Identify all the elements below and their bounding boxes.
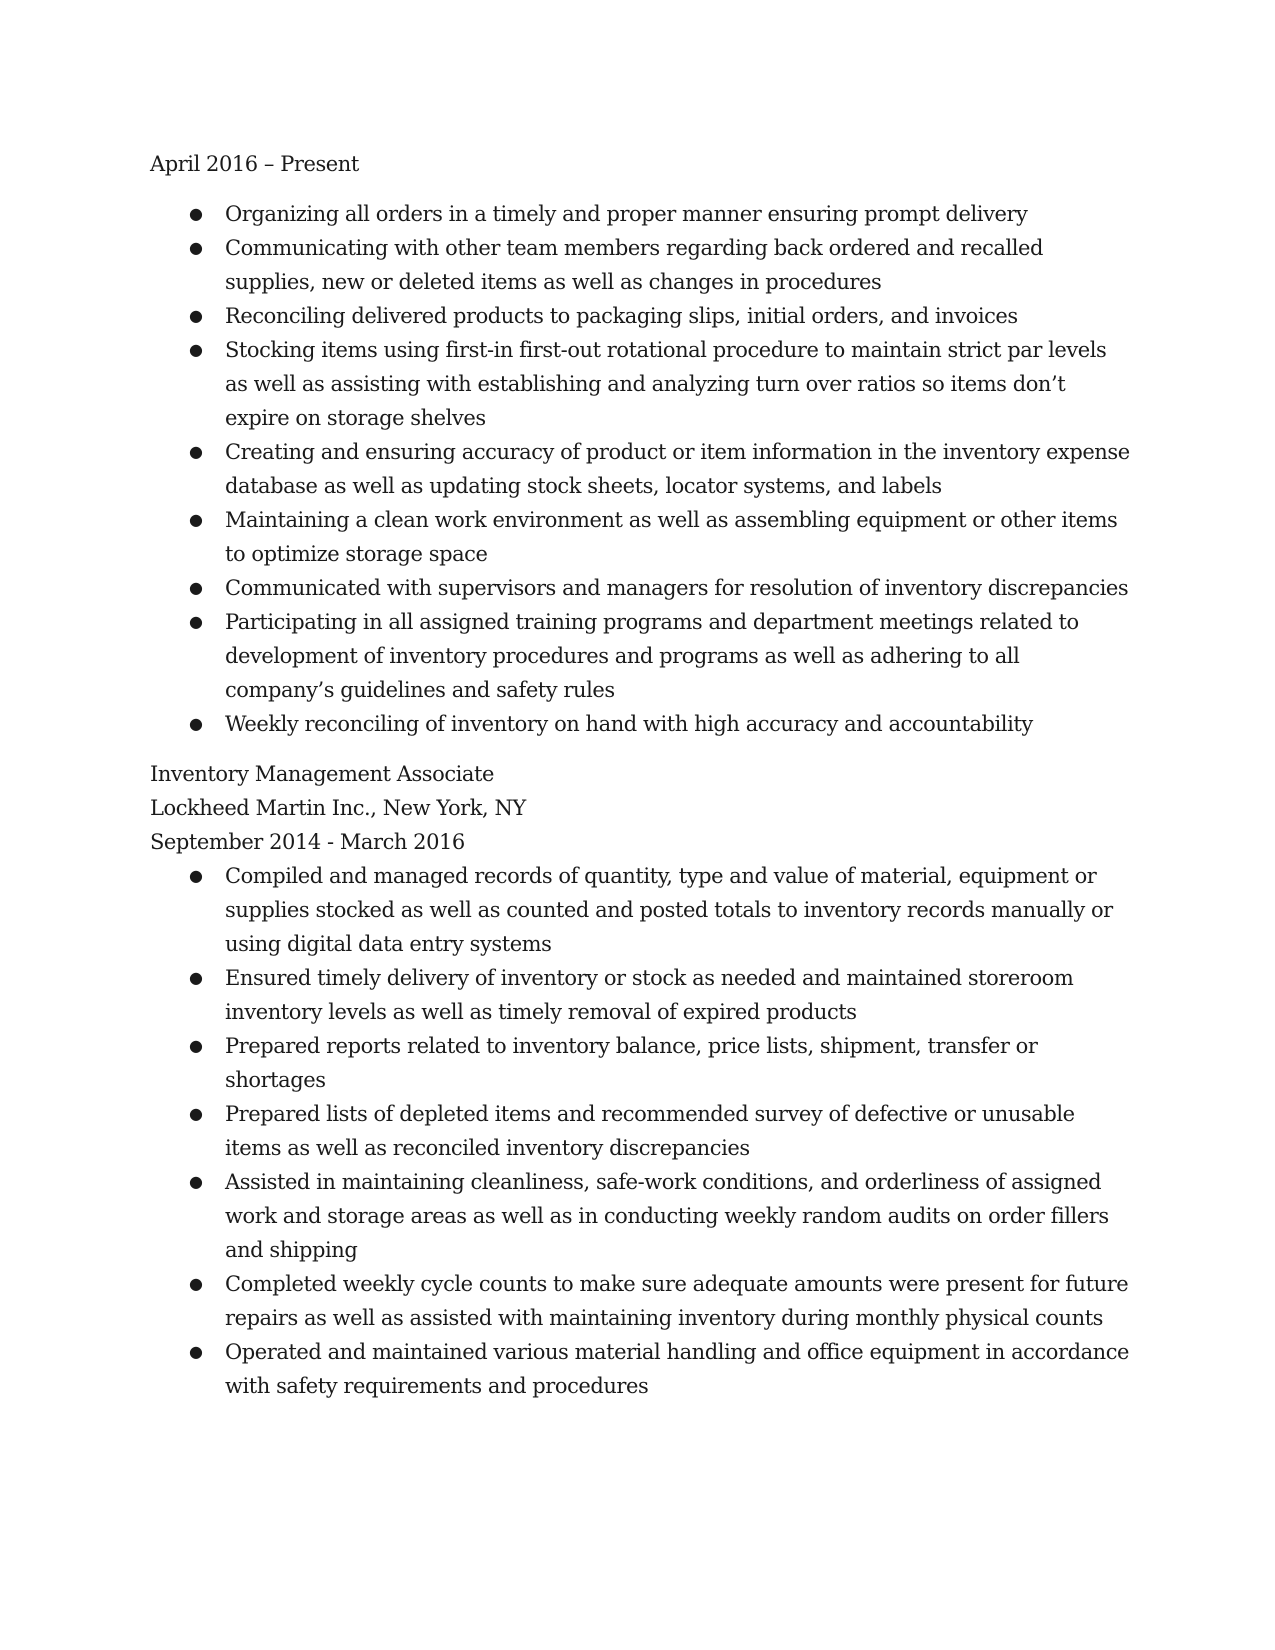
bullet-icon: ● (189, 340, 203, 359)
bullet-icon: ● (189, 1274, 203, 1293)
bullet-icon: ● (189, 1104, 203, 1123)
list-item: ● Participating in all assigned training programs and department meetings related to development of inventory procedures and programs as well as adhering to all company’s guidelines and safety rules (150, 605, 1130, 707)
bullet-icon: ● (189, 578, 203, 597)
bullet-icon: ● (189, 1172, 203, 1191)
bullet-icon: ● (189, 306, 203, 325)
job1-dates: April 2016 – Present (150, 152, 359, 176)
section-spacer (150, 741, 1130, 757)
job1-bullet-list (150, 197, 1130, 741)
list-item: ● Assisted in maintaining cleanliness, safe-work conditions, and orderliness of assigned work and storage areas as well as in conducting weekly random audits on order fillers and shipping (150, 1165, 1130, 1267)
bullet-icon: ● (189, 204, 203, 223)
list-item: ● Ensured timely delivery of inventory or stock as needed and maintained storeroom inventory levels as well as timely removal of expired products (150, 961, 1130, 1029)
list-item: ● Communicating with other team members regarding back ordered and recalled supplies, new or deleted items as well as changes in procedures (150, 231, 1130, 299)
list-item: ● Prepared reports related to inventory balance, price lists, shipment, transfer or shortages (150, 1029, 1130, 1097)
list-item: ● Compiled and managed records of quantity, type and value of material, equipment or supplies stocked as well as counted and posted totals to inventory records manually or using digital data entry systems (150, 859, 1130, 961)
list-item: ● Stocking items using first-in first-out rotational procedure to maintain strict par levels as well as assisting with establishing and analyzing turn over ratios so items don’t expire on storage shelves (150, 333, 1130, 435)
job2-title: Inventory Management Associate (150, 762, 494, 786)
bullet-icon: ● (189, 968, 203, 987)
bullet-icon: ● (189, 442, 203, 461)
list-item: ● Organizing all orders in a timely and proper manner ensuring prompt delivery (150, 197, 1130, 231)
job2-company: Lockheed Martin Inc., New York, NY (150, 796, 526, 820)
bullet-icon: ● (189, 714, 203, 733)
list-item: ● Weekly reconciling of inventory on hand with high accuracy and accountability (150, 707, 1130, 741)
job2-dates: September 2014 - March 2016 (150, 830, 465, 854)
list-item: ● Operated and maintained various material handling and office equipment in accordance with safety requirements and procedures (150, 1335, 1130, 1403)
list-item: ● Completed weekly cycle counts to make sure adequate amounts were present for future repairs as well as assisted with maintaining inventory during monthly physical counts (150, 1267, 1130, 1335)
bullet-icon: ● (189, 866, 203, 885)
job2-bullet-list (150, 859, 1130, 1403)
bullet-icon: ● (189, 510, 203, 529)
bullet-icon: ● (189, 238, 203, 257)
resume-content (150, 147, 1130, 1403)
list-item: ● Communicated with supervisors and managers for resolution of inventory discrepancies (150, 571, 1130, 605)
bullet-icon: ● (189, 1342, 203, 1361)
list-item: ● Prepared lists of depleted items and recommended survey of defective or unusable items as well as reconciled inventory discrepancies (150, 1097, 1130, 1165)
list-item: ● Creating and ensuring accuracy of product or item information in the inventory expense database as well as updating stock sheets, locator systems, and labels (150, 435, 1130, 503)
bullet-icon: ● (189, 1036, 203, 1055)
bullet-icon: ● (189, 612, 203, 631)
list-item: ● Maintaining a clean work environment as well as assembling equipment or other items to optimize storage space (150, 503, 1130, 571)
list-item: ● Reconciling delivered products to packaging slips, initial orders, and invoices (150, 299, 1130, 333)
